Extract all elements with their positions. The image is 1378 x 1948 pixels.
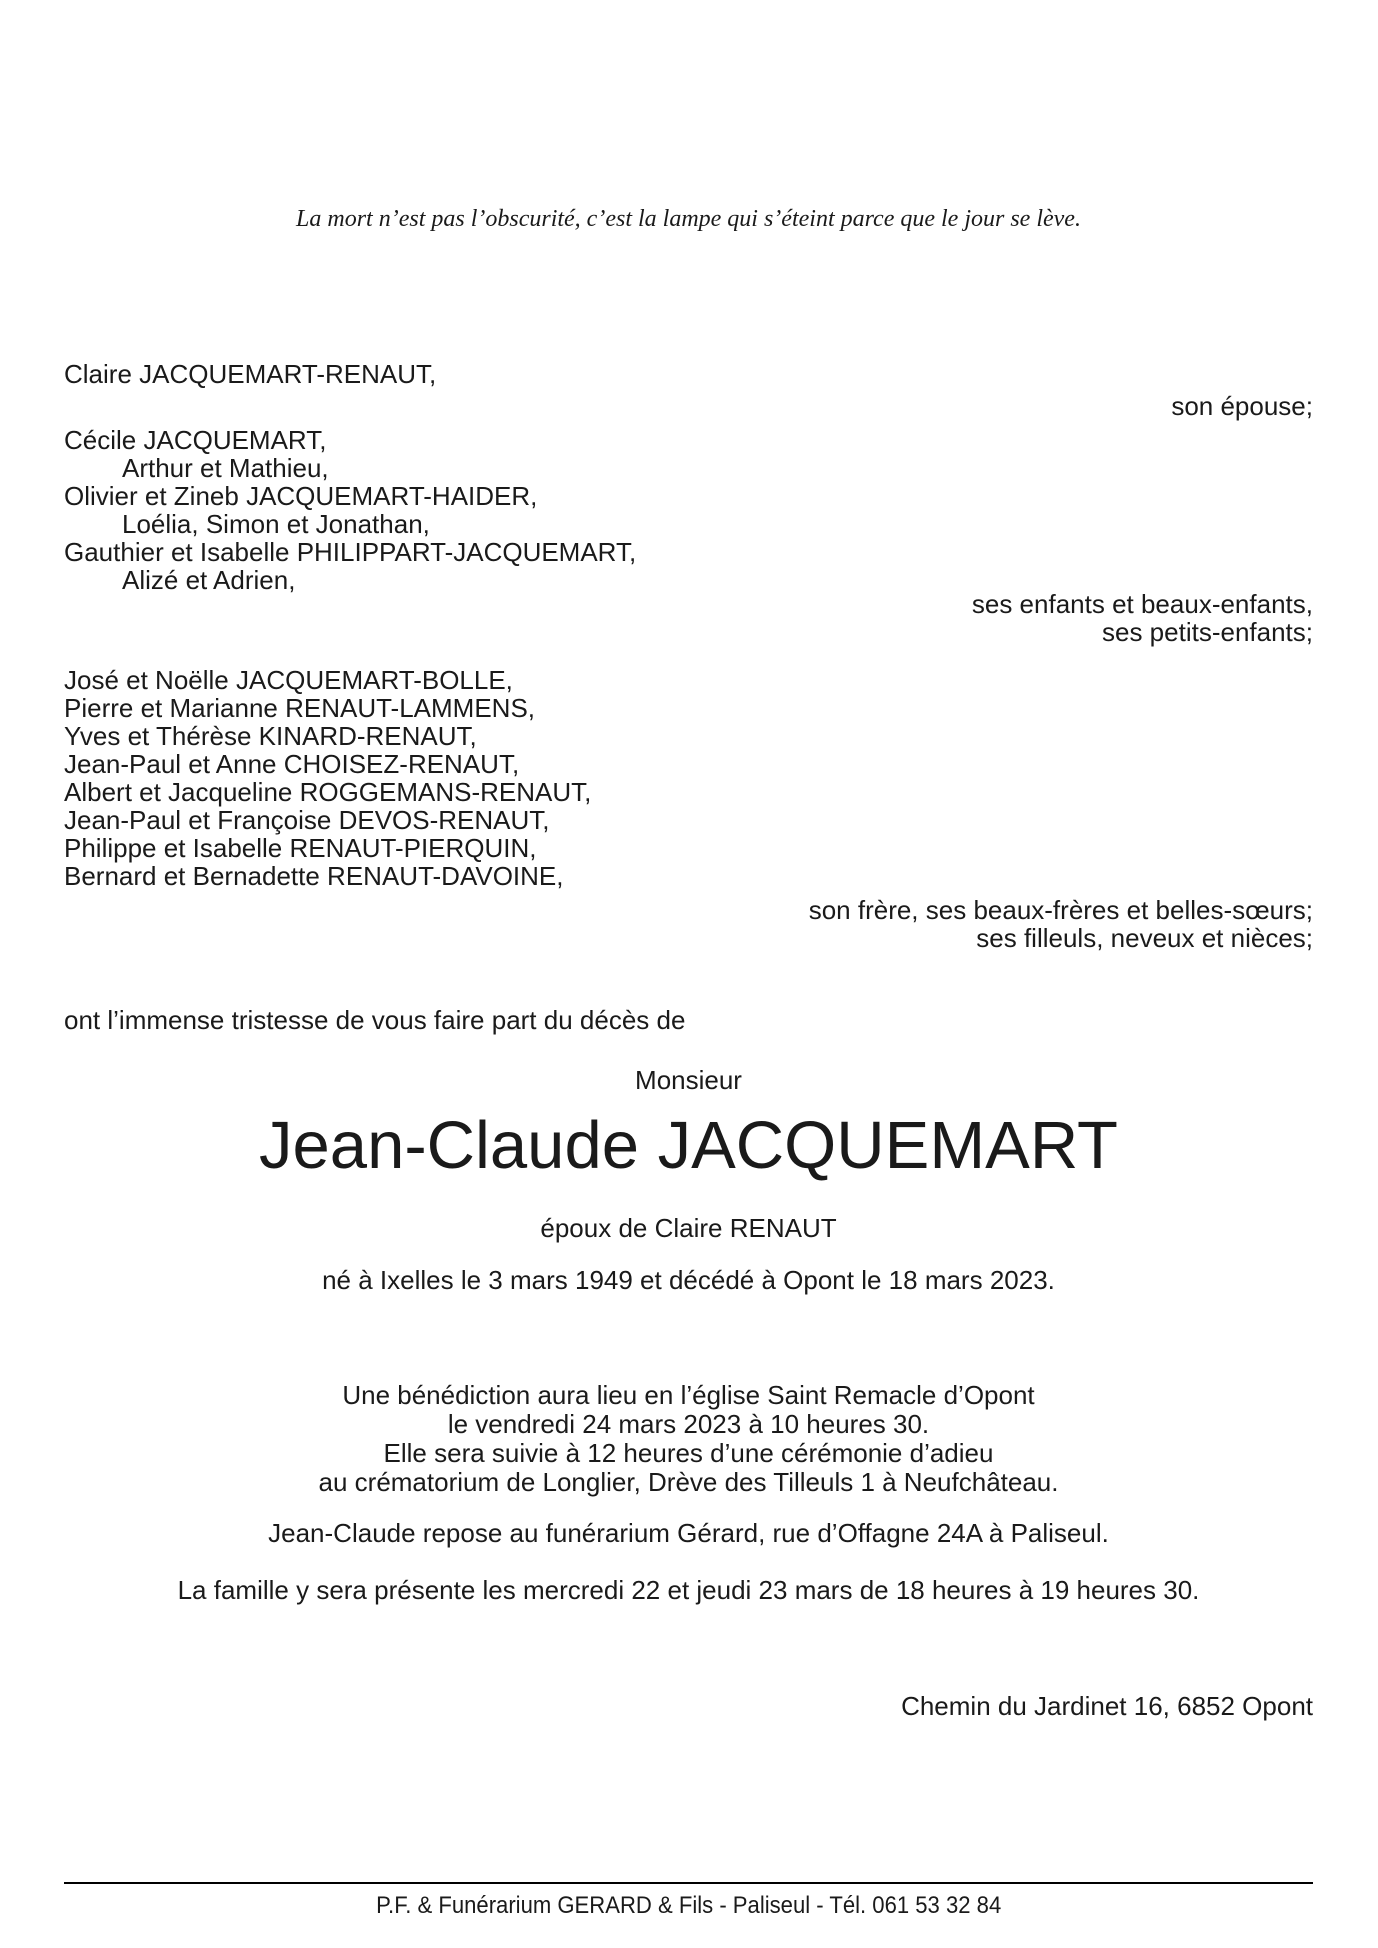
grandchild-line: Loélia, Simon et Jonathan, bbox=[122, 509, 430, 539]
grandchild-line: Arthur et Mathieu, bbox=[122, 453, 329, 483]
spouse-relation-label: son épouse; bbox=[1171, 391, 1313, 421]
honorific-title: Monsieur bbox=[635, 1065, 742, 1095]
grandchild-line: Alizé et Adrien, bbox=[122, 565, 296, 595]
ceremony-line: le vendredi 24 mars 2023 à 10 heures 30. bbox=[447, 1409, 930, 1439]
spouse-of-line: époux de Claire RENAUT bbox=[540, 1213, 837, 1243]
siblings-relation-labels bbox=[64, 896, 1313, 952]
sibling-line: Philippe et Isabelle RENAUT-PIERQUIN, bbox=[64, 833, 537, 863]
sibling-line: Jean-Paul et Françoise DEVOS-RENAUT, bbox=[64, 805, 550, 835]
spouse-name-line: Claire JACQUEMART-RENAUT, bbox=[64, 359, 437, 389]
child-line: Gauthier et Isabelle PHILIPPART-JACQUEMART, bbox=[64, 537, 637, 567]
siblings-names-block bbox=[64, 666, 1313, 890]
sibling-line: Bernard et Bernadette RENAUT-DAVOINE, bbox=[64, 861, 564, 891]
birth-death-dates: né à Ixelles le 3 mars 1949 et décédé à Opont le 18 mars 2023. bbox=[322, 1265, 1055, 1295]
sibling-line: Albert et Jacqueline ROGGEMANS-RENAUT, bbox=[64, 777, 592, 807]
ceremony-details-block bbox=[64, 1381, 1313, 1497]
footer-divider bbox=[64, 1882, 1313, 1884]
sibling-line: Jean-Paul et Anne CHOISEZ-RENAUT, bbox=[64, 749, 520, 779]
funeral-home-info: P.F. & Funérarium GERARD & Fils - Paliseul - Tél. 061 53 32 84 bbox=[375, 1892, 1002, 1919]
children-names-block bbox=[64, 426, 1313, 594]
sibling-line: José et Noëlle JACQUEMART-BOLLE, bbox=[64, 665, 513, 695]
deceased-name: Jean-Claude JACQUEMART bbox=[259, 1108, 1118, 1183]
ceremony-line: Elle sera suivie à 12 heures d’une cérémonie d’adieu bbox=[383, 1438, 994, 1468]
ceremony-line: Une bénédiction aura lieu en l’église Saint Remacle d’Opont bbox=[342, 1380, 1035, 1410]
sibling-line: Pierre et Marianne RENAUT-LAMMENS, bbox=[64, 693, 536, 723]
relation-label: ses enfants et beaux-enfants, bbox=[971, 589, 1313, 619]
child-line: Cécile JACQUEMART, bbox=[64, 425, 327, 455]
funeral-home-footer bbox=[64, 1892, 1313, 1920]
family-address: Chemin du Jardinet 16, 6852 Opont bbox=[901, 1691, 1313, 1721]
sibling-line: Yves et Thérèse KINARD-RENAUT, bbox=[64, 721, 477, 751]
repose-location-line: Jean-Claude repose au funérarium Gérard, rue d’Offagne 24A à Paliseul. bbox=[268, 1518, 1109, 1548]
relation-label: ses filleuls, neveux et nièces; bbox=[976, 923, 1313, 953]
epigraph-quote: La mort n’est pas l’obscurité, c’est la lampe qui s’éteint parce que le jour se lève. bbox=[296, 206, 1081, 232]
child-line: Olivier et Zineb JACQUEMART-HAIDER, bbox=[64, 481, 538, 511]
announcement-line: ont l’immense tristesse de vous faire part du décès de bbox=[64, 1005, 686, 1035]
family-presence-line: La famille y sera présente les mercredi 22 et jeudi 23 mars de 18 heures à 19 heures 30. bbox=[177, 1575, 1200, 1605]
relation-label: ses petits-enfants; bbox=[1102, 617, 1313, 647]
relation-label: son frère, ses beaux-frères et belles-sœurs; bbox=[808, 895, 1313, 925]
children-relation-labels bbox=[64, 590, 1313, 646]
ceremony-line: au crématorium de Longlier, Drève des Tilleuls 1 à Neufchâteau. bbox=[318, 1467, 1059, 1497]
